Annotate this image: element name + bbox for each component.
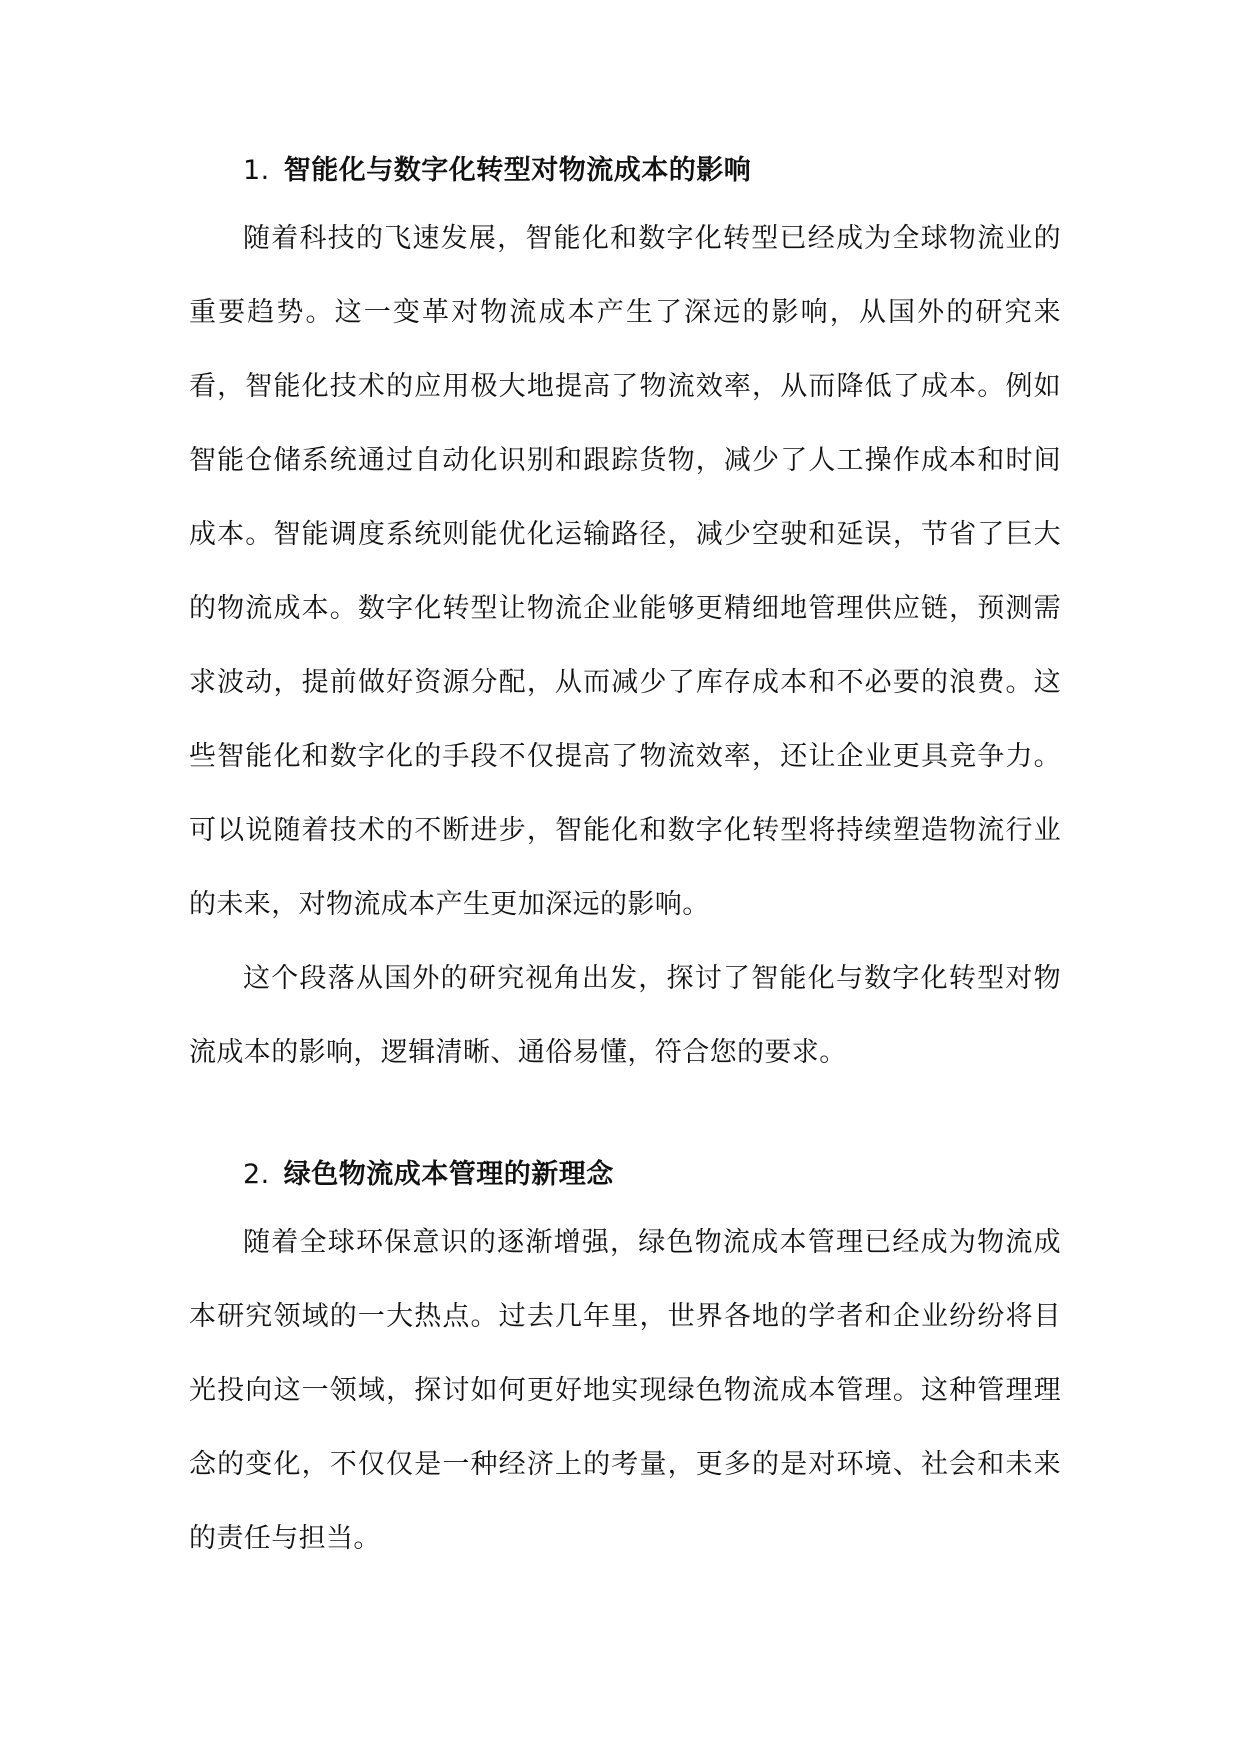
- section-title: 智能化与数字化转型对物流成本的影响: [283, 155, 752, 186]
- section-heading-2: [189, 1152, 1061, 1198]
- section-heading-1: [189, 148, 1061, 194]
- paragraph: 随着全球环保意识的逐渐增强，绿色物流成本管理已经成为物流成本研究领域的一大热点。过去几年里，世界各地的学者和企业纷纷将目光投向这一领域，探讨如何更好地实现绿色物流成本管理。这种管理理念的变化，不仅仅是一种经济上的考量，更多的是对环境、社会和未来的责任与担当。: [189, 1227, 1061, 1554]
- paragraph: 这个段落从国外的研究视角出发，探讨了智能化与数字化转型对物流成本的影响，逻辑清晰、通俗易懂，符合您的要求。: [189, 963, 1061, 1068]
- section-title: 绿色物流成本管理的新理念: [283, 1159, 614, 1190]
- paragraph: 随着科技的飞速发展，智能化和数字化转型已经成为全球物流业的重要趋势。这一变革对物流成本产生了深远的影响，从国外的研究来看，智能化技术的应用极大地提高了物流效率，从而降低了成本。例如智能仓储系统通过自动化识别和跟踪货物，减少了人工操作成本和时间成本。智能调度系统则能优化运输路径，减少空驶和延误，节省了巨大的物流成本。数字化转型让物流企业能够更精细地管理供应链，预测需求波动，提前做好资源分配，从而减少了库存成本和不必要的浪费。这些智能化和数字化的手段不仅提高了物流效率，还让企业更具竞争力。可以说随着技术的不断进步，智能化和数字化转型将持续塑造物流行业的未来，对物流成本产生更加深远的影响。: [189, 223, 1061, 920]
- section-number: 1.: [243, 155, 270, 186]
- document-body: [189, 148, 1061, 1576]
- section-number: 2.: [243, 1159, 270, 1190]
